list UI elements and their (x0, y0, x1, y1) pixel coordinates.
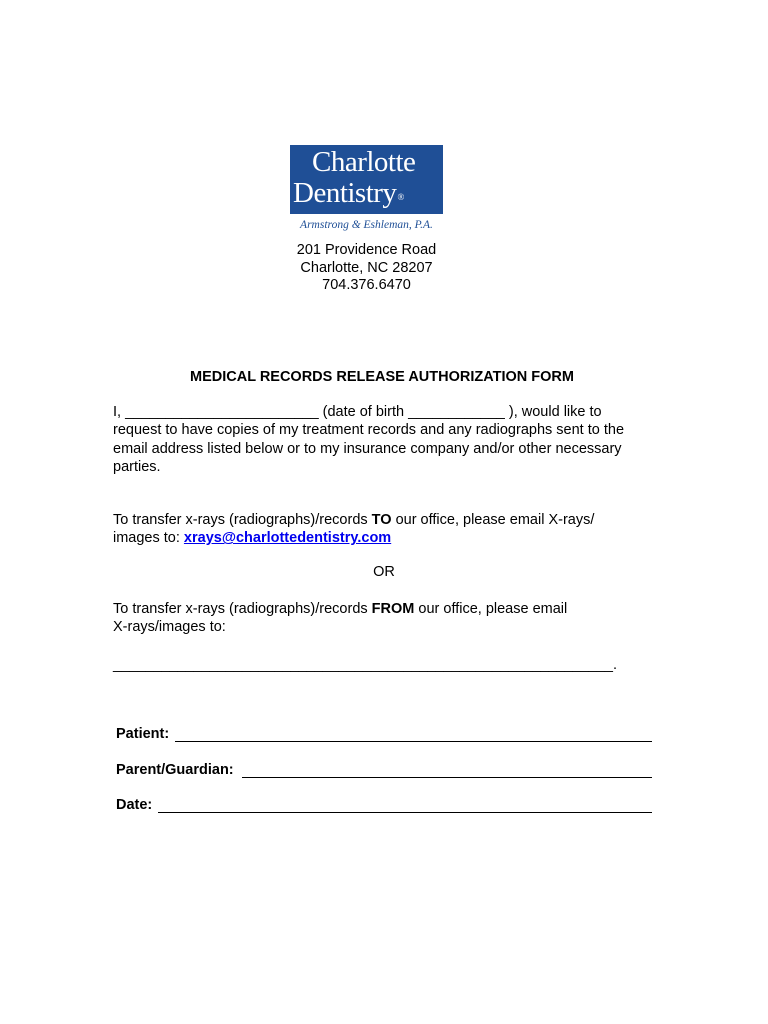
date-label: Date: (116, 797, 153, 813)
email-link[interactable]: xrays@charlottedentistry.com (183, 530, 392, 547)
to-emphasis: TO (371, 512, 392, 528)
intro-paragraph (113, 403, 663, 476)
patient-signature-line[interactable] (175, 741, 652, 742)
logo-text-line1: Charlotte (312, 146, 416, 178)
date-line[interactable] (158, 812, 652, 813)
to-line-2: images to: xrays@charlottedentistry.com (113, 530, 392, 547)
from-emphasis: FROM (371, 601, 415, 617)
address-phone: 704.376.6470 (322, 277, 411, 293)
to-paragraph (113, 511, 663, 548)
patient-label: Patient: (116, 726, 170, 742)
intro-line-1: I, ________________________ (date of birth ____________ ), would like to (113, 404, 602, 420)
guardian-label: Parent/Guardian: (116, 762, 234, 778)
address-city: Charlotte, NC 28207 (300, 260, 433, 276)
address-street: 201 Providence Road (296, 242, 437, 258)
from-line-2: X-rays/images to: (113, 619, 226, 636)
intro-line-2: request to have copies of my treatment records and any radiographs sent to the (113, 422, 625, 439)
logo-subtitle: Armstrong & Eshleman, P.A. (300, 219, 433, 231)
or-separator: OR (373, 564, 395, 580)
from-paragraph (113, 600, 663, 637)
form-title: MEDICAL RECORDS RELEASE AUTHORIZATION FORM (190, 369, 574, 385)
charlotte-dentistry-logo (290, 145, 443, 214)
logo-text-line2: Dentistry® (293, 177, 404, 209)
intro-line-4: parties. (113, 458, 161, 475)
guardian-signature-line[interactable] (242, 777, 652, 778)
to-line-1: To transfer x-rays (radiographs)/records TO our office, please email X-rays/ (113, 512, 595, 528)
registered-mark: ® (397, 192, 404, 202)
intro-line-3: email address listed below or to my insurance company and/or other necessary (113, 440, 622, 457)
email-blank-field[interactable]: ______________________________________________________________. (113, 657, 618, 673)
from-line-1: To transfer x-rays (radiographs)/records FROM our office, please email (113, 601, 568, 617)
